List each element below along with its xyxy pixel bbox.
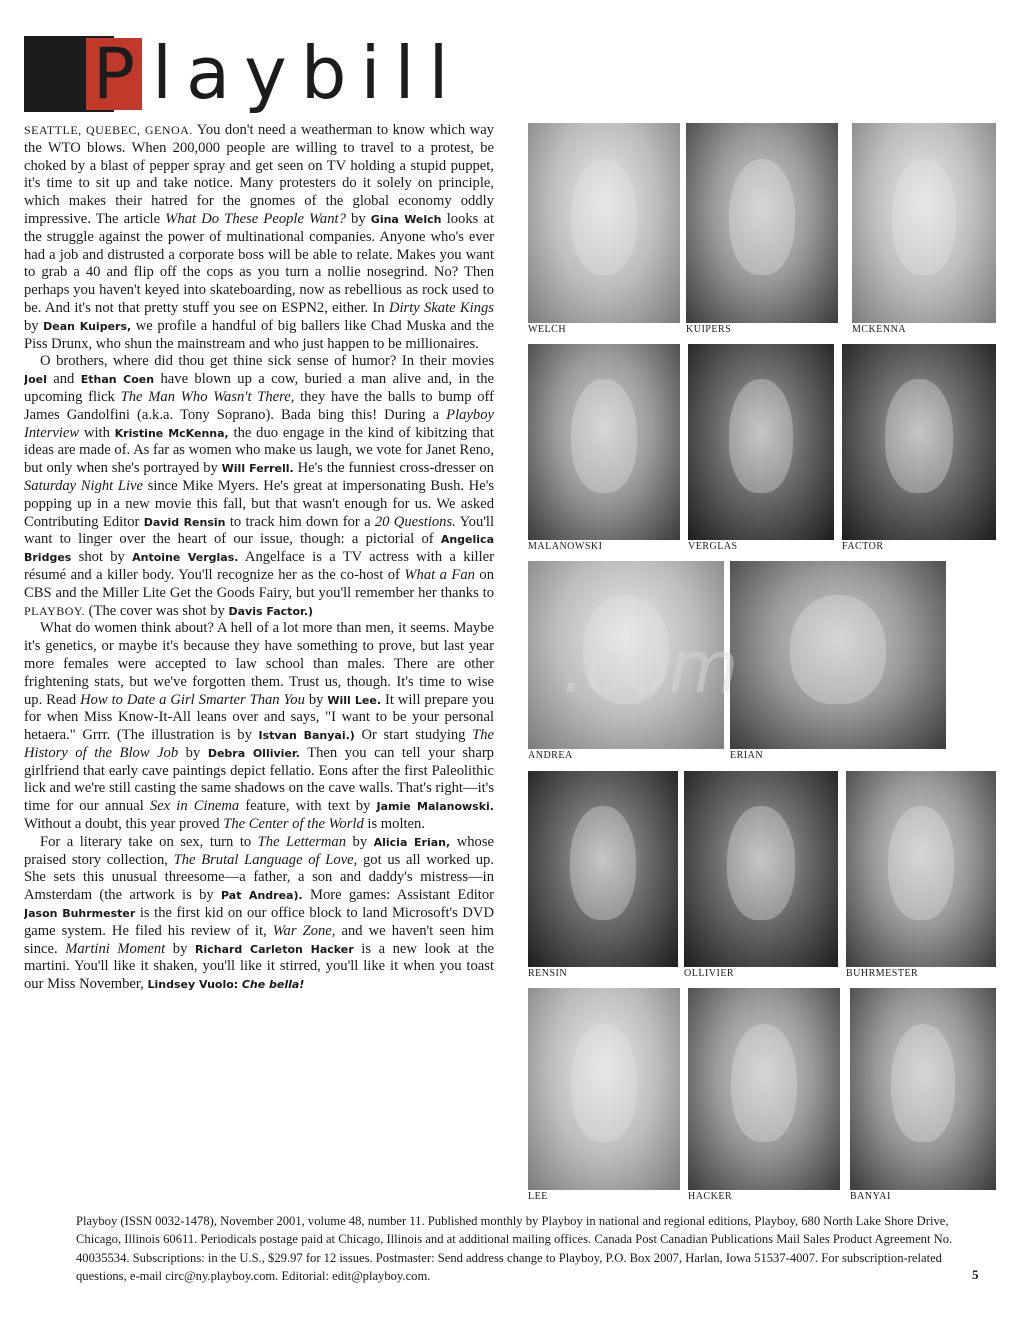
contributor-name: Will Ferrell. bbox=[221, 462, 294, 476]
text: whose praised story collection, bbox=[24, 833, 494, 868]
article-title: What a Fan bbox=[404, 566, 475, 583]
text: Then you can tell your sharp girlfriend that early cave paintings depict fellatio. Eons after the first Paleolithic lick and we're still casting the same shadows on the cave walls. That's right—it's time for our annual bbox=[24, 744, 494, 815]
masthead bbox=[24, 31, 504, 115]
magazine-name: PLAYBOY. bbox=[24, 603, 86, 618]
article-title: Dirty Skate Kings bbox=[388, 299, 494, 316]
portrait-image bbox=[688, 988, 840, 1190]
masthead-first-letter: P bbox=[86, 38, 142, 110]
contributor-name: Kristine McKenna, bbox=[114, 426, 229, 440]
photo-caption: OLLIVIER bbox=[684, 968, 735, 979]
article-title: The History of the Blow Job bbox=[24, 727, 494, 761]
portrait-image bbox=[528, 344, 680, 540]
text: Angelface is a TV actress with a killer résumé and a killer body. You'll recognize her as the co-host of bbox=[24, 549, 494, 583]
contributor-name: Angelica Bridges bbox=[24, 533, 494, 565]
portrait-image bbox=[842, 344, 996, 540]
photo-caption: WELCH bbox=[528, 324, 567, 335]
contributor-name: Joel bbox=[24, 373, 47, 387]
contributor-name: Dean Kuipers, bbox=[43, 319, 132, 333]
photo-malanowski bbox=[528, 344, 680, 554]
photo-caption: FACTOR bbox=[842, 541, 884, 552]
portrait-image bbox=[846, 771, 996, 967]
text: feature, with text by bbox=[239, 798, 377, 815]
contributor-name: Pat Andrea). bbox=[221, 889, 303, 903]
article-title: Saturday Night Live bbox=[24, 477, 143, 494]
contributor-name: Alicia Erian, bbox=[373, 835, 451, 849]
portrait-image bbox=[528, 123, 680, 323]
article-title: How to Date a Girl Smarter Than You bbox=[80, 691, 305, 708]
article-title: The Man Who Wasn't There, bbox=[120, 388, 295, 405]
contributor-name: Jason Buhrmester bbox=[24, 907, 136, 921]
photo-caption: BANYAI bbox=[850, 1191, 891, 1202]
photo-caption: LEE bbox=[528, 1191, 548, 1202]
text: got us all worked up. She sets this unusual threesome—a father, a son and daddy's mistress—in Amsterdam (the artwork is by bbox=[24, 851, 494, 904]
photo-kuipers bbox=[686, 123, 838, 337]
photo-factor bbox=[842, 344, 996, 554]
photo-erian bbox=[730, 561, 946, 763]
photo-caption: MCKENNA bbox=[852, 324, 907, 335]
portrait-image bbox=[528, 988, 680, 1190]
article-title: Sex in Cinema bbox=[149, 798, 240, 815]
contributor-name: David Rensin bbox=[143, 515, 226, 529]
text: You don't need a weatherman to know which way the WTO blows. When 200,000 people are willing to travel to a protest, be choked by a blast of pepper spray and get seen on TV holding a stupid puppet, it's time to sit up and take notice. Many protesters do it solely on principle, which makes their hatred for the gnomes of the global economy oddly impressive. The article bbox=[24, 122, 494, 227]
photo-caption: MALANOWSKI bbox=[528, 541, 603, 552]
article-title: Martini Moment bbox=[65, 940, 166, 957]
article-paragraph-4 bbox=[24, 834, 494, 994]
photo-mckenna bbox=[852, 123, 996, 337]
portrait-image bbox=[684, 771, 838, 967]
text: He's the funniest cross-dresser on bbox=[293, 460, 494, 477]
photo-ollivier bbox=[684, 771, 838, 981]
text: shot by bbox=[71, 549, 133, 566]
text: on CBS and the Miller Lite Get the Goods Fairy, but you'll remember her thanks to bbox=[24, 566, 494, 601]
contributor-name: Davis Factor.) bbox=[228, 604, 314, 618]
photo-lee bbox=[528, 988, 680, 1204]
text: the duo engage in the kind of kibitzing that ideas are made of. As far as women who make us laugh, we vote for Janet Reno, but only when she's portrayed by bbox=[24, 424, 494, 477]
publication-info: Playboy (ISSN 0032-1478), November 2001, volume 48, number 11. Published monthly by Playboy in national and regional editions, Playboy, 680 North Lake Shore Drive, Chicago, Illinois 60611. Periodicals postage paid at Chicago, Illinois and at additional mailing offices. Canada Post Canadian Publications Mail Sales Product Agreement No. 40035534. Subscriptions: in the U.S., $29.97 for 12 issues. Postmaster: Send address change to Playboy, P.O. Box 2007, Harlan, Iowa 51537-4007. For subscription-related questions, e-mail circ@ny.playboy.com. Editorial: edit@playboy.com. bbox=[76, 1214, 953, 1284]
photo-caption: BUHRMESTER bbox=[846, 968, 919, 979]
text: For a literary take on sex, turn to bbox=[40, 833, 258, 850]
article-title: 20 Questions. bbox=[374, 513, 456, 530]
contributor-name: Lindsey Vuolo: bbox=[147, 978, 239, 992]
portrait-image bbox=[686, 123, 838, 323]
text: they have the balls to bump off James Gandolfini (a.k.a. Tony Soprano). Bada bing this! During a bbox=[24, 388, 494, 423]
photo-buhrmester bbox=[846, 771, 996, 981]
text: and we haven't seen him since. bbox=[24, 922, 494, 957]
text: It will prepare you for when Miss Know-It-All leans over and says, "I want to be your personal hetaera." Grrr. (The illustration is by bbox=[24, 691, 494, 744]
article-title: The Center of the World bbox=[223, 816, 364, 833]
text: by bbox=[345, 210, 371, 227]
photo-caption: RENSIN bbox=[528, 968, 568, 979]
text: and bbox=[46, 371, 81, 388]
photo-hacker bbox=[688, 988, 840, 1204]
contributor-name: Will Lee. bbox=[327, 693, 382, 707]
photo-caption: ANDREA bbox=[528, 750, 573, 761]
article-body bbox=[24, 122, 494, 1202]
article-title: The Letterman bbox=[257, 833, 347, 850]
photo-caption: KUIPERS bbox=[686, 324, 732, 335]
portrait-image bbox=[528, 771, 678, 967]
text: Or start studying bbox=[354, 727, 473, 744]
photo-verglas bbox=[688, 344, 834, 554]
masthead-title: laybill bbox=[152, 31, 463, 115]
text: by bbox=[24, 317, 44, 334]
text: since Mike Myers. He's great at impersonating Bush. He's popping up in a new movie this fall, but that wasn't enough for us. We asked Contributing Editor bbox=[24, 477, 494, 530]
contributor-name: Ethan Coen bbox=[80, 373, 155, 387]
text: with bbox=[79, 424, 115, 441]
contributor-name: Antoine Verglas. bbox=[132, 551, 239, 565]
text: to track him down for a bbox=[225, 513, 375, 530]
watermark: .com bbox=[562, 625, 739, 709]
article-title: Che bella! bbox=[241, 978, 305, 992]
text: have blown up a cow, buried a man alive and, in the upcoming flick bbox=[24, 371, 494, 405]
photo-caption: ERIAN bbox=[730, 750, 764, 761]
text: is the first kid on our office block to land Microsoft's DVD game system. He filed his review of it, bbox=[24, 905, 494, 939]
text: by bbox=[346, 833, 374, 850]
text: is molten. bbox=[363, 816, 425, 833]
article-title: The Brutal Language of Love, bbox=[173, 851, 358, 868]
photo-welch bbox=[528, 123, 680, 337]
contributor-name: Istvan Banyai.) bbox=[258, 729, 355, 743]
photo-caption: HACKER bbox=[688, 1191, 733, 1202]
text: O brothers, where did thou get thine sick sense of humor? In their movies bbox=[40, 353, 494, 370]
text: What do women think about? A hell of a lot more than men, it seems. Maybe it's genetics, or maybe it's because they have something to prove, but last year more females were accepted to law school than males. There are other frightening stats, but we've forgotten them. Trust us, though. It's time to wise up. Read bbox=[24, 620, 494, 708]
page-number: 5 bbox=[972, 1267, 979, 1282]
dateline: SEATTLE, QUEBEC, GENOA. bbox=[24, 123, 193, 137]
text: by bbox=[304, 691, 328, 708]
article-title: Playboy Interview bbox=[24, 406, 494, 441]
portrait-image bbox=[730, 561, 946, 749]
article-paragraph-1 bbox=[24, 122, 494, 353]
text: (The cover was shot by bbox=[85, 602, 229, 619]
contributor-name: Debra Ollivier. bbox=[207, 746, 300, 760]
photo-rensin bbox=[528, 771, 678, 981]
contributor-name: Jamie Malanowski. bbox=[376, 800, 494, 814]
article-title: War Zone, bbox=[272, 922, 336, 939]
photo-banyai bbox=[850, 988, 996, 1204]
text: is a new look at the martini. You'll like it shaken, you'll like it stirred, you'll like it when you toast our Miss November, bbox=[24, 940, 494, 993]
text: we profile a handful of big ballers like Chad Muska and the Piss Drunx, who shun the mainstream and who just happen to be millionaires. bbox=[24, 317, 494, 352]
text: by bbox=[178, 744, 208, 761]
text: by bbox=[165, 940, 195, 957]
contributor-name: Gina Welch bbox=[370, 212, 442, 226]
portrait-image bbox=[852, 123, 996, 323]
article-paragraph-2 bbox=[24, 353, 494, 620]
text: You'll want to linger over the heart of our issue, though: a pictorial of bbox=[24, 513, 494, 548]
portrait-image bbox=[688, 344, 834, 540]
text: looks at the struggle against the power of multinational companies. Anyone who's ever had a job and distrusted a corporate boss will be able to relate. Makes you want to grab a 40 and flip off the cops as you turn a nollie nosegrind. No? Then perhaps you haven't keyed into skateboarding, now as rebellious as rock used to be. And it's not that pretty stuff you see on ESPN2, either. In bbox=[24, 210, 494, 316]
photo-caption: VERGLAS bbox=[688, 541, 738, 552]
text: Without a doubt, this year proved bbox=[24, 816, 224, 833]
article-title: What Do These People Want? bbox=[165, 210, 346, 227]
text: More games: Assistant Editor bbox=[302, 887, 494, 904]
contributor-name: Richard Carleton Hacker bbox=[194, 942, 354, 956]
portrait-image bbox=[850, 988, 996, 1190]
article-paragraph-3 bbox=[24, 620, 494, 834]
